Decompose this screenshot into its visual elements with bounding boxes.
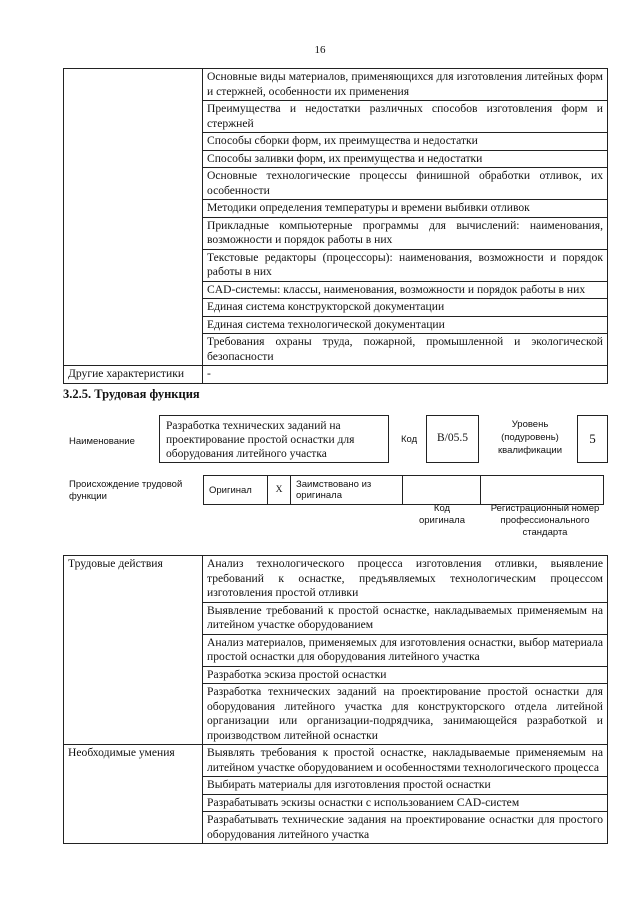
origin-original-cell: Оригинал: [204, 476, 268, 505]
origin-label: Происхождение трудовой функции: [69, 479, 183, 502]
row-text-cell: Основные технологические процессы финишной обработки отливок, их особенности: [203, 168, 608, 200]
row-text-cell: Основные виды материалов, применяющихся для изготовления литейных форм и стержней, особенности их применения: [203, 69, 608, 101]
row-text-cell: Способы сборки форм, их преимущества и недостатки: [203, 133, 608, 151]
code-original-label: Код оригинала: [418, 503, 465, 526]
origin-mark-cell: X: [268, 476, 291, 505]
group-item-cell: Разрабатывать технические задания на проектирование оснастки для простого оборудования литейного участка: [203, 812, 608, 844]
function-details-table: [63, 555, 608, 844]
group-item-cell: Разработка эскиза простой оснастки: [203, 666, 608, 684]
code-label: Код: [401, 434, 418, 445]
group-label-cell: Трудовые действия: [64, 556, 203, 745]
group-item-cell: Анализ технологического процесса изготовления отливки, выявление требований к оснастке, предъявляемых технологическим процессом изготовления простой отливки: [203, 556, 608, 603]
name-label: Наименование: [69, 436, 135, 447]
table-row: [64, 745, 608, 777]
table-row: [64, 556, 608, 603]
page-number: 16: [314, 44, 326, 56]
row-text-cell: Преимущества и недостатки различных способов изготовления форм и стержней: [203, 101, 608, 133]
row-text-cell: Методики определения температуры и времени выбивки отливок: [203, 200, 608, 218]
section-title: 3.2.5. Трудовая функция: [63, 387, 200, 401]
table-row: [64, 69, 608, 101]
row-label-cell: [64, 69, 203, 366]
group-item-cell: Выявление требований к простой оснастке, накладываемых применяемым на литейном участке оборудованием: [203, 602, 608, 634]
group-item-cell: Анализ материалов, применяемых для изготовления оснастки, выбор материала простой оснастки для оборудования литейного участка: [203, 634, 608, 666]
row-text-cell: Прикладные компьютерные программы для вычислений: наименования, возможности и порядок работы в них: [203, 217, 608, 249]
group-item-cell: Разрабатывать эскизы оснастки с использованием CAD-систем: [203, 794, 608, 812]
group-item-cell: Выявлять требования к простой оснастке, накладываемые применяемым на литейном участке оборудованием и особенностями технологического процесса: [203, 745, 608, 777]
row-text-cell: Текстовые редакторы (процессоры): наименования, возможности и порядок работы в них: [203, 249, 608, 281]
origin-code-cell: [403, 476, 481, 505]
origin-reg-cell: [481, 476, 604, 505]
row-text-cell: CAD-системы: классы, наименования, возможности и порядок работы в них: [203, 281, 608, 299]
table-row: [64, 366, 608, 384]
group-label-cell: Необходимые умения: [64, 745, 203, 844]
level-value-box: 5: [577, 415, 608, 463]
function-code-box: B/05.5: [426, 415, 479, 463]
group-item-cell: Выбирать материалы для изготовления простой оснастки: [203, 777, 608, 795]
origin-borrowed-cell: Заимствовано из оригинала: [291, 476, 403, 505]
group-item-cell: Разработка технических заданий на проектирование простой оснастки для оборудования литейного участка для конструкторского отдела литейной организации или организации-подрядчика, занимающейся разработкой и производством литейной оснастки: [203, 684, 608, 745]
origin-table: [203, 475, 604, 505]
row-text-cell: Способы заливки форм, их преимущества и недостатки: [203, 150, 608, 168]
row-text-cell: Единая система конструкторской документации: [203, 299, 608, 317]
knowledge-table: [63, 68, 608, 384]
function-name-box: Разработка технических заданий на проектирование простой оснастки для оборудования литейного участка: [159, 415, 389, 463]
row-label-cell: Другие характеристики: [64, 366, 203, 384]
row-text-cell: Единая система технологической документации: [203, 316, 608, 334]
row-text-cell: -: [203, 366, 608, 384]
level-label: Уровень (подуровень) квалификации: [497, 419, 563, 456]
row-text-cell: Требования охраны труда, пожарной, промышленной и экологической безопасности: [203, 334, 608, 366]
reg-number-label: Регистрационный номер профессионального стандарта: [490, 503, 600, 538]
